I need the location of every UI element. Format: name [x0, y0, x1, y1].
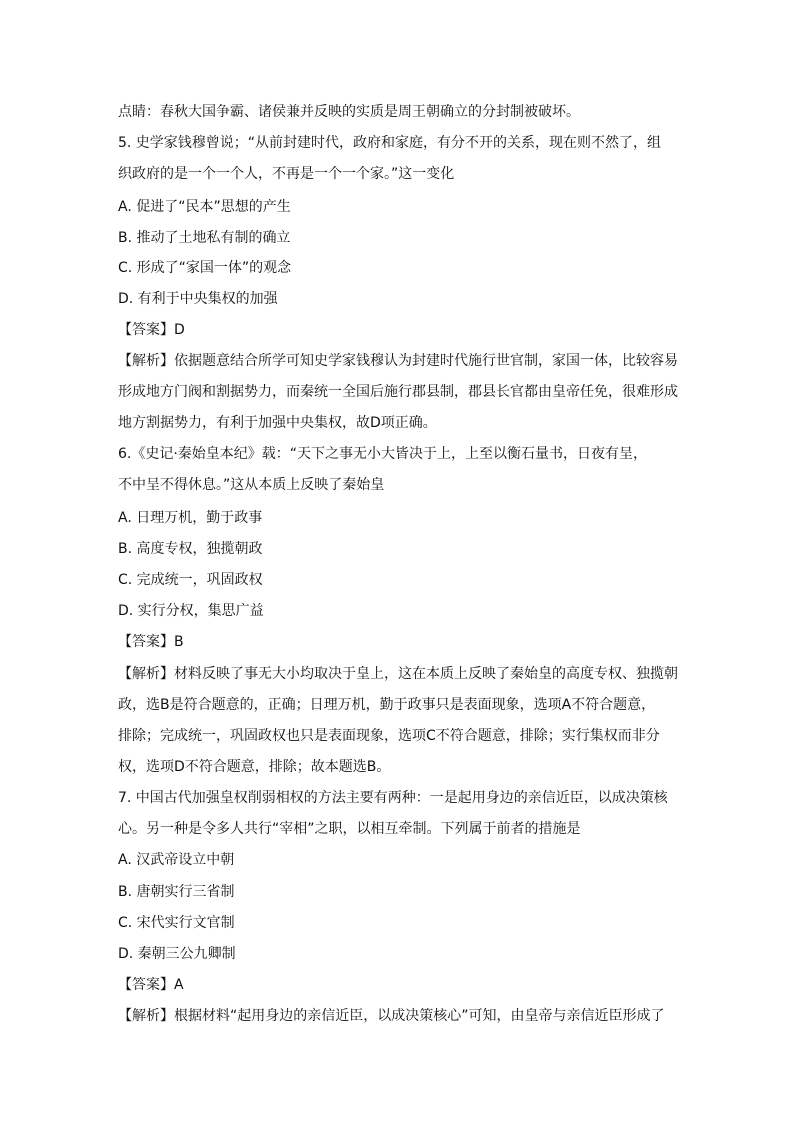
question-6-option-b: B. 高度专权，独揽朝政	[118, 541, 263, 557]
question-7-option-c: C. 宋代实行文官制	[118, 915, 235, 931]
question-5-stem-line-1: 5. 史学家钱穆曾说；“从前封建时代，政府和家庭，有分不开的关系，现在则不然了，组	[118, 135, 662, 151]
question-7-stem-line-1: 7. 中国古代加强皇权削弱相权的方法主要有两种：一是起用身边的亲信近臣，以成决策核	[118, 790, 668, 806]
question-5-answer: 【答案】D	[118, 322, 185, 338]
question-5-option-d: D. 有利于中央集权的加强	[118, 291, 278, 307]
question-7-option-d: D. 秦朝三公九卿制	[118, 946, 236, 962]
question-6-analysis-line-3: 排除；完成统一，巩固政权也只是表面现象，选项C不符合题意，排除；实行集权而非分	[118, 728, 660, 744]
question-7-answer: 【答案】A	[118, 977, 184, 993]
question-6-stem-line-1: 6.《史记·秦始皇本纪》载：“天下之事无小大皆决于上，上至以衡石量书，日夜有呈，	[118, 446, 648, 462]
question-6-option-d: D. 实行分权，集思广益	[118, 603, 264, 619]
question-6-analysis-line-4: 权，选项D不符合题意，排除；故本题选B。	[118, 759, 391, 775]
question-6-stem-line-2: 不中呈不得休息。”这从本质上反映了秦始皇	[118, 477, 385, 493]
text-line-comment: 点睛：春秋大国争霸、诸侯兼并反映的实质是周王朝确立的分封制被破坏。	[118, 104, 580, 120]
question-6-option-a: A. 日理万机，勤于政事	[118, 510, 263, 526]
question-6-analysis-line-2: 政，选B是符合题意的，正确；日理万机，勤于政事只是表面现象，选项A不符合题意，	[118, 697, 656, 713]
question-5-analysis-line-1: 【解析】依据题意结合所学可知史学家钱穆认为封建时代施行世官制，家国一体，比较容易	[118, 353, 678, 369]
question-5-analysis-line-2: 形成地方门阀和割据势力，而秦统一全国后施行郡县制，郡县长官都由皇帝任免，很难形成	[118, 384, 678, 400]
question-5-option-c: C. 形成了“家国一体”的观念	[118, 260, 292, 276]
question-6-analysis-line-1: 【解析】材料反映了事无大小均取决于皇上，这在本质上反映了秦始皇的高度专权、独揽朝	[118, 666, 678, 682]
question-7-analysis-line-1: 【解析】根据材料“起用身边的亲信近臣，以成决策核心”可知，由皇帝与亲信近臣形成了	[118, 1008, 665, 1024]
question-5-stem-line-2: 织政府的是一个一个人，不再是一个一个家。”这一变化	[118, 166, 455, 182]
question-5-option-a: A. 促进了“民本”思想的产生	[118, 199, 291, 215]
question-7-stem-line-2: 心。另一种是令多人共行“宰相”之职，以相互牵制。下列属于前者的措施是	[118, 821, 581, 837]
question-7-option-b: B. 唐朝实行三省制	[118, 884, 235, 900]
question-7-option-a: A. 汉武帝设立中朝	[118, 852, 235, 868]
question-6-answer: 【答案】B	[118, 634, 184, 650]
question-6-option-c: C. 完成统一，巩固政权	[118, 572, 263, 588]
question-5-analysis-line-3: 地方割据势力，有利于加强中央集权，故D项正确。	[118, 415, 437, 431]
question-5-option-b: B. 推动了土地私有制的确立	[118, 230, 291, 246]
